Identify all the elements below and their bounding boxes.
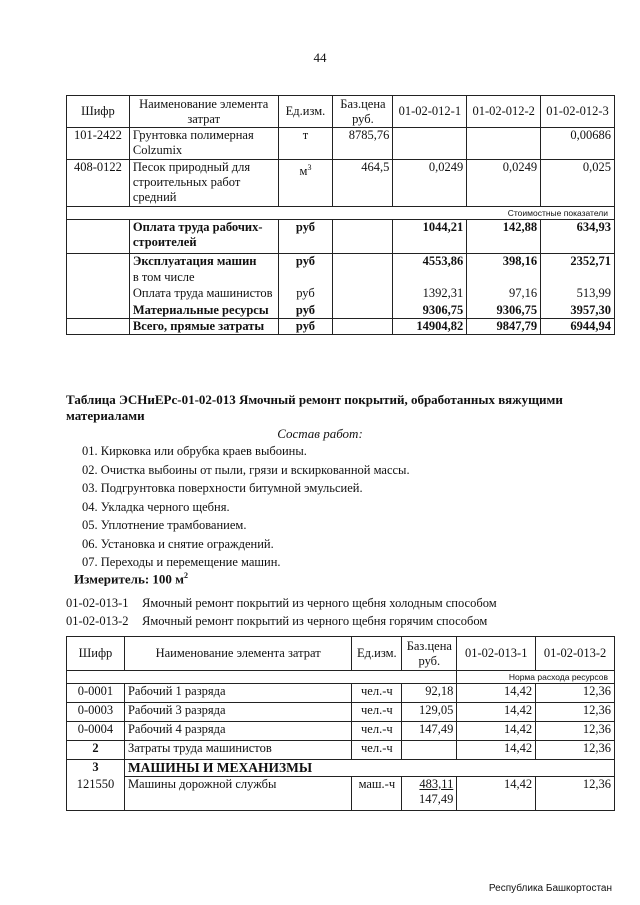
cost-row bbox=[67, 286, 615, 303]
header-col-2: 01-02-012-2 bbox=[467, 96, 541, 128]
composition-title: Состав работ: bbox=[277, 426, 363, 441]
machines-title: МАШИНЫ И МЕХАНИЗМЫ bbox=[124, 760, 614, 777]
row-unit: чел.-ч bbox=[352, 722, 402, 741]
code-text: Ямочный ремонт покрытий из черного щебня горячим способом bbox=[142, 614, 488, 628]
cost-row-value-3: 3957,30 bbox=[541, 303, 615, 319]
cost-indicators-subheader: Стоимостные показатели bbox=[67, 207, 615, 220]
cost-row-value-3: 513,99 bbox=[541, 286, 615, 303]
row-code: 2 bbox=[67, 741, 125, 760]
cost-row bbox=[67, 303, 615, 319]
row-value-2: 12,36 bbox=[536, 722, 615, 741]
cost-row-unit: руб bbox=[278, 319, 333, 335]
table-row bbox=[67, 703, 615, 722]
subheader-row bbox=[67, 671, 615, 684]
header-code: Шифр bbox=[67, 637, 125, 671]
header-unit: Ед.изм. bbox=[278, 96, 333, 128]
table-row bbox=[67, 160, 615, 207]
footer-region: Республика Башкортостан bbox=[488, 883, 612, 894]
work-item: 04. Укладка черного щебня. bbox=[82, 499, 230, 514]
work-item: 07. Переходы и перемещение машин. bbox=[82, 555, 281, 569]
code-item bbox=[66, 612, 497, 630]
header-price: Баз.цена руб. bbox=[333, 96, 393, 128]
row-name: Рабочий 1 разряда bbox=[124, 684, 351, 703]
row-name: Рабочий 3 разряда bbox=[124, 703, 351, 722]
cost-row-name: Материальные ресурсы bbox=[129, 303, 278, 319]
unit-text: м bbox=[299, 164, 308, 179]
row-value-2: 12,36 bbox=[536, 703, 615, 722]
code-item bbox=[66, 594, 497, 612]
cost-row-value-2: 9847,79 bbox=[467, 319, 541, 335]
row-price: 129,05 bbox=[402, 703, 457, 722]
cost-row-value-1: 1044,21 bbox=[393, 220, 467, 254]
work-item: 06. Установка и снятие ограждений. bbox=[82, 536, 274, 551]
cost-row-unit: руб bbox=[278, 303, 333, 319]
row-name: Песок природный для строительных работ средний bbox=[129, 160, 278, 207]
row-value-1: 14,42 bbox=[457, 741, 536, 760]
row-unit: т bbox=[278, 128, 333, 160]
header-col-2: 01-02-013-2 bbox=[536, 637, 615, 671]
cost-row bbox=[67, 254, 615, 270]
row-price: 92,18 bbox=[402, 684, 457, 703]
header-col-1: 01-02-012-1 bbox=[393, 96, 467, 128]
cost-row-unit: руб bbox=[278, 254, 333, 270]
cost-row bbox=[67, 270, 615, 286]
row-name: Рабочий 4 разряда bbox=[124, 722, 351, 741]
row-price: 8785,76 bbox=[333, 128, 393, 160]
subheader-row bbox=[67, 207, 615, 220]
cost-row-value-2: 142,88 bbox=[467, 220, 541, 254]
cost-row-value-1: 4553,86 bbox=[393, 254, 467, 270]
header-name: Наименование элемента затрат bbox=[124, 637, 351, 671]
code-id: 01-02-013-1 bbox=[66, 596, 129, 610]
header-unit: Ед.изм. bbox=[352, 637, 402, 671]
cost-row-unit: руб bbox=[278, 286, 333, 303]
row-price: 147,49 bbox=[402, 722, 457, 741]
machines-section-row bbox=[67, 760, 615, 777]
work-item: 05. Уплотнение трамбованием. bbox=[82, 518, 247, 532]
machines-code: 3 bbox=[67, 760, 125, 777]
row-code: 0-0004 bbox=[67, 722, 125, 741]
row-name: Машины дорожной службы bbox=[124, 777, 351, 811]
header-col-1: 01-02-013-1 bbox=[457, 637, 536, 671]
meter-label bbox=[74, 571, 188, 587]
cost-row-name: в том числе bbox=[129, 270, 278, 286]
row-value-1: 14,42 bbox=[457, 777, 536, 811]
cost-row-name: Всего, прямые затраты bbox=[129, 319, 278, 335]
meter-text: Измеритель: 100 м bbox=[74, 571, 185, 587]
row-value-2: 12,36 bbox=[536, 741, 615, 760]
row-code: 0-0001 bbox=[67, 684, 125, 703]
table-header-row bbox=[67, 637, 615, 671]
row-price bbox=[402, 777, 457, 811]
row-value-1 bbox=[393, 128, 467, 160]
cost-row-value-1: 1392,31 bbox=[393, 286, 467, 303]
row-value-1: 14,42 bbox=[457, 684, 536, 703]
cost-row-value-2: 97,16 bbox=[467, 286, 541, 303]
table-row bbox=[67, 722, 615, 741]
row-unit: маш.-ч bbox=[352, 777, 402, 811]
cost-row-value-1: 9306,75 bbox=[393, 303, 467, 319]
work-item: 02. Очистка выбоины от пыли, грязи и вскиркованной массы. bbox=[82, 462, 410, 477]
work-item: 03. Подгрунтовка поверхности битумной эмульсией. bbox=[82, 481, 363, 495]
row-unit: чел.-ч bbox=[352, 703, 402, 722]
cost-row-name: Оплата труда машинистов bbox=[129, 286, 278, 303]
row-code: 0-0003 bbox=[67, 703, 125, 722]
cost-row-value-3: 6944,94 bbox=[541, 319, 615, 335]
cost-row-value-3: 2352,71 bbox=[541, 254, 615, 270]
meter-superscript: 2 bbox=[184, 571, 189, 580]
cost-row-name: Эксплуатация машин bbox=[129, 254, 278, 270]
cost-row-value-3: 634,93 bbox=[541, 220, 615, 254]
row-value-3: 0,025 bbox=[541, 160, 615, 207]
row-code: 408-0122 bbox=[67, 160, 130, 207]
work-item: 01. Кирковка или обрубка краев выбоины. bbox=[82, 444, 307, 458]
row-value-2: 12,36 bbox=[536, 684, 615, 703]
price-old: 483,11 bbox=[419, 777, 454, 791]
row-value-2: 0,0249 bbox=[467, 160, 541, 207]
row-price: 464,5 bbox=[333, 160, 393, 207]
page-number: 44 bbox=[313, 50, 327, 65]
row-unit: чел.-ч bbox=[352, 684, 402, 703]
work-list bbox=[82, 442, 410, 572]
unit-superscript: 3 bbox=[307, 163, 312, 172]
cost-table-01-02-012 bbox=[66, 95, 615, 335]
row-name: Грунтовка полимерная Colzumix bbox=[129, 128, 278, 160]
row-value-1: 0,0249 bbox=[393, 160, 467, 207]
resource-norm-subheader: Норма расхода ресурсов bbox=[457, 671, 615, 684]
row-value-3: 0,00686 bbox=[541, 128, 615, 160]
row-price bbox=[402, 741, 457, 760]
cost-row-unit: руб bbox=[278, 220, 333, 254]
code-id: 01-02-013-2 bbox=[66, 614, 129, 628]
row-name: Затраты труда машинистов bbox=[124, 741, 351, 760]
cost-row-total bbox=[67, 319, 615, 335]
cost-row-value-1: 14904,82 bbox=[393, 319, 467, 335]
table-header-row bbox=[67, 96, 615, 128]
resource-table-01-02-013 bbox=[66, 636, 615, 811]
row-value-2 bbox=[467, 128, 541, 160]
header-name: Наименование элемента затрат bbox=[129, 96, 278, 128]
row-code: 101-2422 bbox=[67, 128, 130, 160]
row-value-1: 14,42 bbox=[457, 722, 536, 741]
cost-row-name: Оплата труда рабочих-строителей bbox=[129, 220, 278, 254]
row-unit: чел.-ч bbox=[352, 741, 402, 760]
table-row bbox=[67, 128, 615, 160]
cost-row-value-2: 9306,75 bbox=[467, 303, 541, 319]
row-code: 121550 bbox=[67, 777, 125, 811]
code-list bbox=[66, 594, 497, 630]
header-price: Баз.цена руб. bbox=[402, 637, 457, 671]
header-code: Шифр bbox=[67, 96, 130, 128]
row-value-2: 12,36 bbox=[536, 777, 615, 811]
code-text: Ямочный ремонт покрытий из черного щебня холодным способом bbox=[142, 596, 497, 610]
row-unit bbox=[278, 160, 333, 207]
price-new: 147,49 bbox=[418, 792, 454, 806]
section-title: Таблица ЭСНиЕРс-01-02-013 Ямочный ремонт покрытий, обработанных вяжущими материалами bbox=[66, 392, 563, 423]
cost-row bbox=[67, 220, 615, 254]
cost-row-value-2: 398,16 bbox=[467, 254, 541, 270]
header-col-3: 01-02-012-3 bbox=[541, 96, 615, 128]
table-row bbox=[67, 741, 615, 760]
row-value-1: 14,42 bbox=[457, 703, 536, 722]
table-row bbox=[67, 777, 615, 811]
table-row bbox=[67, 684, 615, 703]
